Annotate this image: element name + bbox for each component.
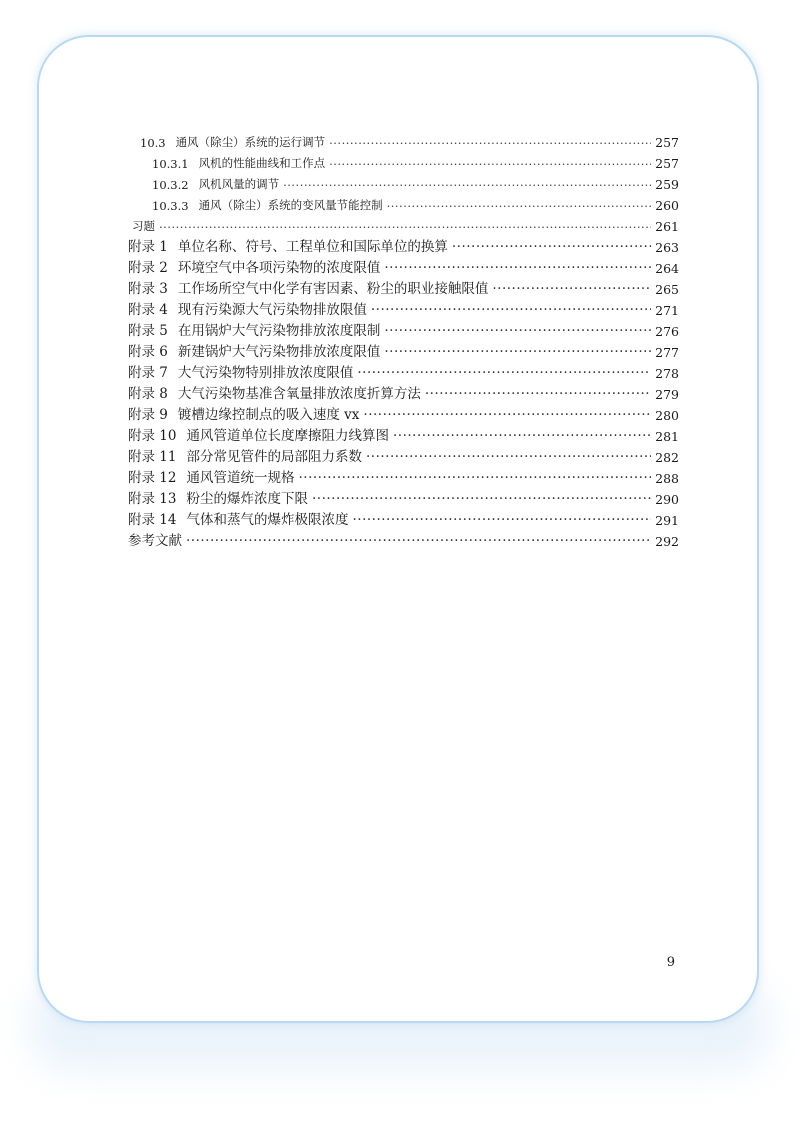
- toc-entry-page: 263: [655, 240, 679, 255]
- dot-leader: [363, 407, 651, 423]
- toc-entry-number: 附录 6: [128, 344, 168, 360]
- toc-entry-page: 281: [655, 429, 679, 444]
- toc-entry-page: 264: [655, 261, 679, 276]
- toc-entry: [128, 192, 679, 213]
- dot-leader: [159, 220, 651, 234]
- toc-entry: [128, 276, 679, 297]
- toc-entry: [128, 318, 679, 339]
- dot-leader: [352, 512, 651, 528]
- toc-entry-number: 附录 12: [128, 470, 177, 486]
- toc-entry-title: 风机风量的调节: [198, 177, 280, 191]
- dot-leader: [298, 470, 651, 486]
- toc-entry: [128, 402, 679, 423]
- page-number: 9: [666, 955, 675, 970]
- toc-entry-number: 附录 11: [128, 449, 177, 465]
- toc-entry-title: 部分常见管件的局部阻力系数: [186, 449, 362, 465]
- toc-entry-page: 278: [655, 366, 679, 381]
- toc-entry-number: 附录 8: [128, 386, 168, 402]
- toc-entry-page: 276: [655, 324, 679, 339]
- toc-entry-number: 附录 9: [128, 407, 168, 423]
- toc-entry-number: 10.3.1: [152, 157, 189, 171]
- toc-entry-page: 291: [655, 513, 679, 528]
- toc-entry-title: 通风管道统一规格: [186, 470, 295, 486]
- dot-leader: [393, 428, 651, 444]
- toc-entry-number: 附录 5: [128, 323, 168, 339]
- toc-entry-page: 261: [655, 219, 679, 234]
- toc-entry-number: 10.3: [140, 136, 166, 150]
- toc-entry-number: 附录 14: [128, 512, 177, 528]
- dot-leader: [366, 449, 651, 465]
- toc-entry: [128, 150, 679, 171]
- toc-entry-page: 259: [655, 177, 679, 192]
- toc-entry-title: 大气污染物特别排放浓度限值: [177, 365, 354, 381]
- toc-entry: [128, 444, 679, 465]
- toc-entry: [128, 213, 679, 234]
- toc-entry-title: 工作场所空气中化学有害因素、粉尘的职业接触限值: [177, 281, 489, 297]
- toc-entry-title: 通风（除尘）系统的变风量节能控制: [198, 198, 383, 212]
- toc-entry-title: 镀槽边缘控制点的吸入速度 vx: [177, 407, 360, 423]
- toc-entry-title: 在用锅炉大气污染物排放浓度限制: [177, 323, 381, 339]
- toc-entry: [128, 486, 679, 507]
- toc-entry-number: 附录 7: [128, 365, 168, 381]
- toc-entry-title: 大气污染物基准含氧量排放浓度折算方法: [177, 386, 421, 402]
- toc-entry-page: 282: [655, 450, 679, 465]
- toc-entry: [128, 255, 679, 276]
- dot-leader: [384, 323, 651, 339]
- toc-entry-page: 279: [655, 387, 679, 402]
- toc-entry-number: 附录 13: [128, 491, 177, 507]
- toc-entry-title: 现有污染源大气污染物排放限值: [177, 302, 367, 318]
- toc-entry-number: 附录 2: [128, 260, 168, 276]
- dot-leader: [312, 491, 651, 507]
- toc-entry: [128, 465, 679, 486]
- toc-entry-title: 参考文献: [128, 533, 182, 549]
- toc-entry-title: 单位名称、符号、工程单位和国际单位的换算: [177, 239, 448, 255]
- toc-entry-page: 271: [655, 303, 679, 318]
- toc-entry: [128, 129, 679, 150]
- toc-entry: [128, 528, 679, 549]
- toc-entry-title: 通风管道单位长度摩擦阻力线算图: [186, 428, 389, 444]
- dot-leader: [384, 260, 651, 276]
- dot-leader: [452, 239, 651, 255]
- dot-leader: [329, 136, 651, 150]
- toc-entry: [128, 507, 679, 528]
- toc-entry: [128, 297, 679, 318]
- toc-entry-page: 288: [655, 471, 679, 486]
- toc-entry-page: 290: [655, 492, 679, 507]
- toc-entry-page: 292: [655, 534, 679, 549]
- toc-entry-page: 260: [655, 198, 679, 213]
- toc-entry: [128, 339, 679, 360]
- dot-leader: [492, 281, 651, 297]
- dot-leader: [329, 157, 651, 171]
- toc-entry-number: 附录 3: [128, 281, 168, 297]
- dot-leader: [186, 533, 651, 549]
- toc-entry: [128, 360, 679, 381]
- toc-entry-page: 265: [655, 282, 679, 297]
- toc-entry: [128, 381, 679, 402]
- table-of-contents: [128, 129, 679, 549]
- toc-entry-number: 10.3.3: [152, 199, 189, 213]
- toc-entry: [128, 423, 679, 444]
- toc-entry-number: 10.3.2: [152, 178, 189, 192]
- toc-entry-page: 277: [655, 345, 679, 360]
- toc-entry: [128, 234, 679, 255]
- toc-entry: [128, 171, 679, 192]
- toc-entry-number: 附录 4: [128, 302, 168, 318]
- toc-entry-number: 附录 1: [128, 239, 168, 255]
- toc-entry-page: 280: [655, 408, 679, 423]
- toc-entry-title: 新建锅炉大气污染物排放浓度限值: [177, 344, 381, 360]
- toc-entry-title: 环境空气中各项污染物的浓度限值: [177, 260, 381, 276]
- toc-entry-title: 气体和蒸气的爆炸极限浓度: [186, 512, 349, 528]
- dot-leader: [357, 365, 651, 381]
- dot-leader: [283, 178, 651, 192]
- toc-entry-title: 粉尘的爆炸浓度下限: [186, 491, 308, 507]
- dot-leader: [425, 386, 651, 402]
- dot-leader: [384, 344, 651, 360]
- dot-leader: [371, 302, 651, 318]
- toc-entry-page: 257: [655, 156, 679, 171]
- toc-entry-title: 通风（除尘）系统的运行调节: [175, 135, 326, 149]
- toc-entry-number: 附录 10: [128, 428, 177, 444]
- toc-entry-title: 习题: [132, 219, 155, 233]
- toc-entry-page: 257: [655, 135, 679, 150]
- toc-entry-title: 风机的性能曲线和工作点: [198, 156, 326, 170]
- dot-leader: [387, 199, 652, 213]
